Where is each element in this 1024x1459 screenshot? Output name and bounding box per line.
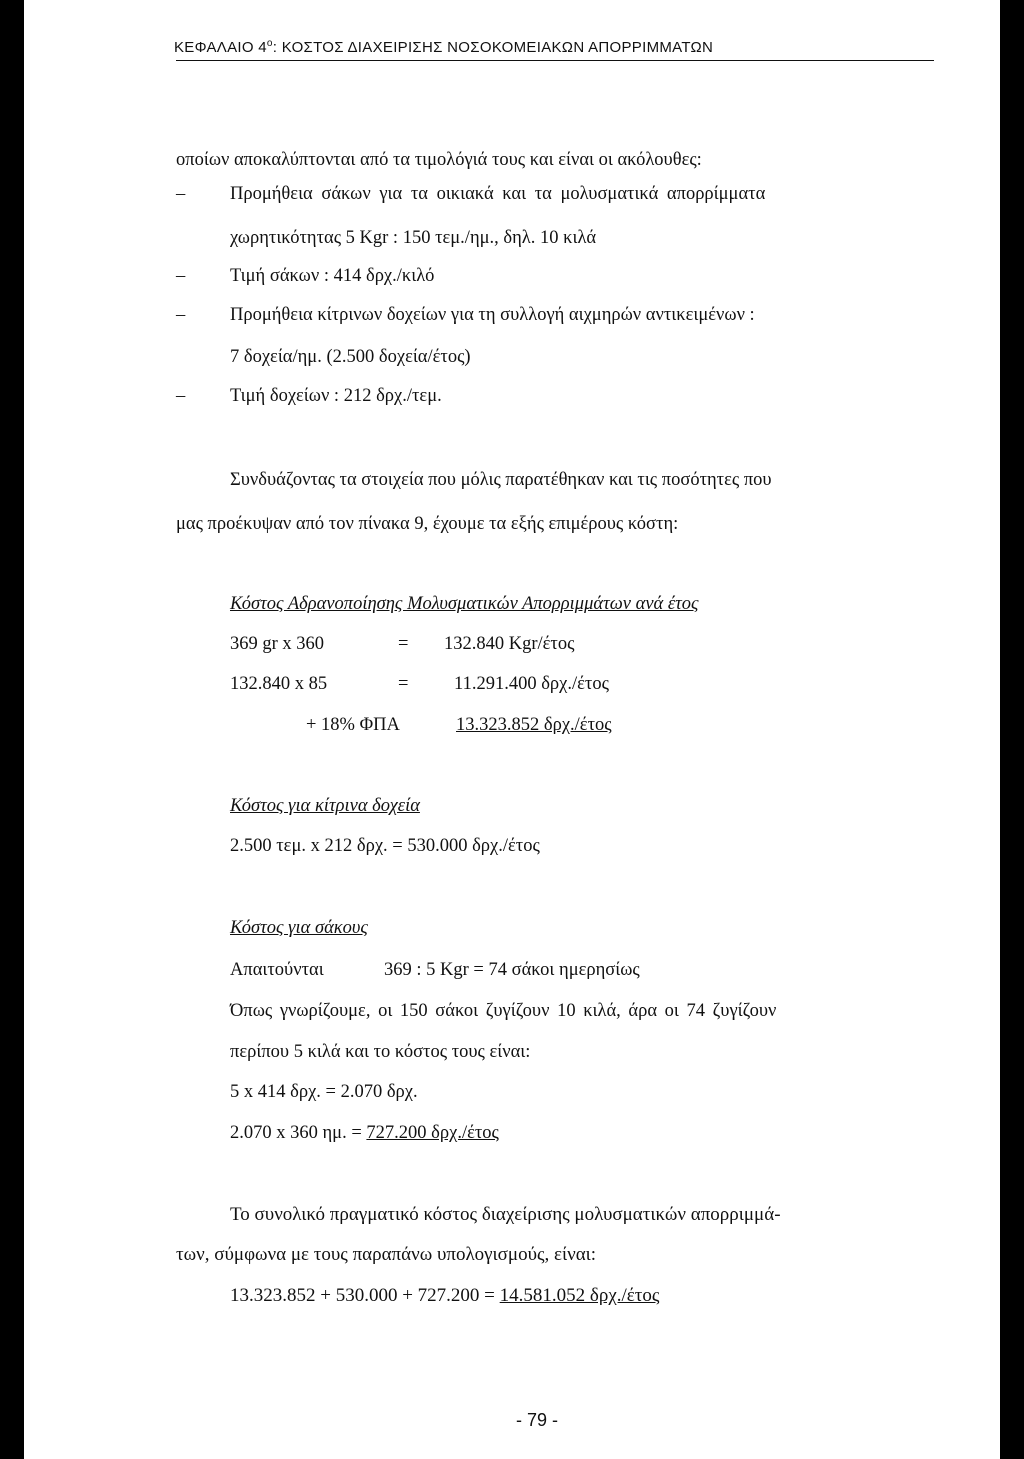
section1-title: Κόστος Αδρανοποίησης Μολυσματικών Απορριμμάτων ανά έτος: [230, 594, 699, 614]
header-chapter: ΚΕΦΑΛΑΙΟ 4: [174, 39, 267, 56]
header-title: : ΚΟΣΤΟΣ ΔΙΑΧΕΙΡΙΣΗΣ ΝΟΣΟΚΟΜΕΙΑΚΩΝ ΑΠΟΡΡΙΜΜΑΤΩΝ: [272, 39, 714, 56]
document-page: [24, 0, 1000, 1459]
combine-line-1: Συνδυάζοντας τα στοιχεία που μόλις παρατέθηκαν και τις ποσότητες που: [230, 470, 772, 490]
section3-para-line-1: [230, 999, 934, 1023]
section3-calc-1: 5 x 414 δρχ. = 2.070 δρχ.: [230, 1082, 418, 1102]
section3-calc-2-left: 2.070 x 360 ημ. =: [230, 1123, 367, 1143]
list-item-1-line-2: χωρητικότητας 5 Kgr : 150 τεμ./ημ., δηλ. 10 κιλά: [230, 228, 597, 248]
running-header: [174, 38, 934, 56]
intro-text: οποίων αποκαλύπτονται από τα τιμολόγιά τους και είναι οι ακόλουθες:: [176, 150, 702, 170]
total-line-1: Το συνολικό πραγματικό κόστος διαχείρισης μολυσματικών απορριμμά-: [230, 1204, 781, 1225]
section2-calc: 2.500 τεμ. x 212 δρχ. = 530.000 δρχ./έτος: [230, 836, 540, 856]
section1-row3-left: + 18% ΦΠΑ: [306, 715, 400, 735]
total-line-3-right: 14.581.052 δρχ./έτος: [499, 1285, 660, 1306]
section1-row2-right: 11.291.400 δρχ./έτος: [454, 674, 609, 694]
section1-row1-right: 132.840 Kgr/έτος: [444, 634, 575, 654]
section3-para-line-1-text: Όπως γνωρίζουμε, οι 150 σάκοι ζυγίζουν 10 κιλά, άρα οι 74 ζυγίζουν: [230, 1001, 777, 1021]
section3-title: Κόστος για σάκους: [230, 918, 368, 938]
list-item-2: Τιμή σάκων : 414 δρχ./κιλό: [230, 266, 435, 286]
section3-required-label: Απαιτούνται: [230, 960, 324, 980]
list-item-3-line-1: Προμήθεια κίτρινων δοχείων για τη συλλογή αιχμηρών αντικειμένων :: [230, 305, 755, 325]
total-line-3: [230, 1284, 659, 1308]
list-dash-3: –: [176, 305, 186, 325]
list-item-1-text: Προμήθεια σάκων για τα οικιακά και τα μολυσματικά απορρίμματα: [230, 184, 766, 204]
list-dash-2: –: [176, 266, 186, 286]
combine-line-2: μας προέκυψαν από τον πίνακα 9, έχουμε τα εξής επιμέρους κόστη:: [176, 514, 679, 534]
header-superscript: ο: [266, 38, 273, 49]
section3-calc-2-right: 727.200 δρχ./έτος: [366, 1123, 499, 1143]
list-item-4: Τιμή δοχείων : 212 δρχ./τεμ.: [230, 386, 442, 406]
total-line-3-left: 13.323.852 + 530.000 + 727.200 =: [230, 1285, 500, 1306]
section3-required-calc: 369 : 5 Kgr = 74 σάκοι ημερησίως: [384, 960, 640, 980]
section3-para-line-2: περίπου 5 κιλά και το κόστος τους είναι:: [230, 1042, 531, 1062]
section1-row2-left: 132.840 x 85: [230, 674, 328, 694]
header-rule: [176, 60, 934, 61]
section1-row2-eq: =: [398, 674, 409, 694]
section1-row1-left: 369 gr x 360: [230, 634, 325, 654]
section1-row1-eq: =: [398, 634, 409, 654]
list-dash-1: –: [176, 184, 186, 204]
list-item-3-line-2: 7 δοχεία/ημ. (2.500 δοχεία/έτος): [230, 347, 471, 367]
list-item-1-line-1: [230, 182, 934, 206]
total-line-2: των, σύμφωνα με τους παραπάνω υπολογισμούς, είναι:: [176, 1244, 597, 1265]
section1-row3-right: 13.323.852 δρχ./έτος: [456, 715, 612, 735]
list-dash-4: –: [176, 386, 186, 406]
section2-title: Κόστος για κίτρινα δοχεία: [230, 796, 420, 816]
section3-calc-2: [230, 1121, 499, 1145]
page-number: - 79 -: [516, 1410, 559, 1430]
